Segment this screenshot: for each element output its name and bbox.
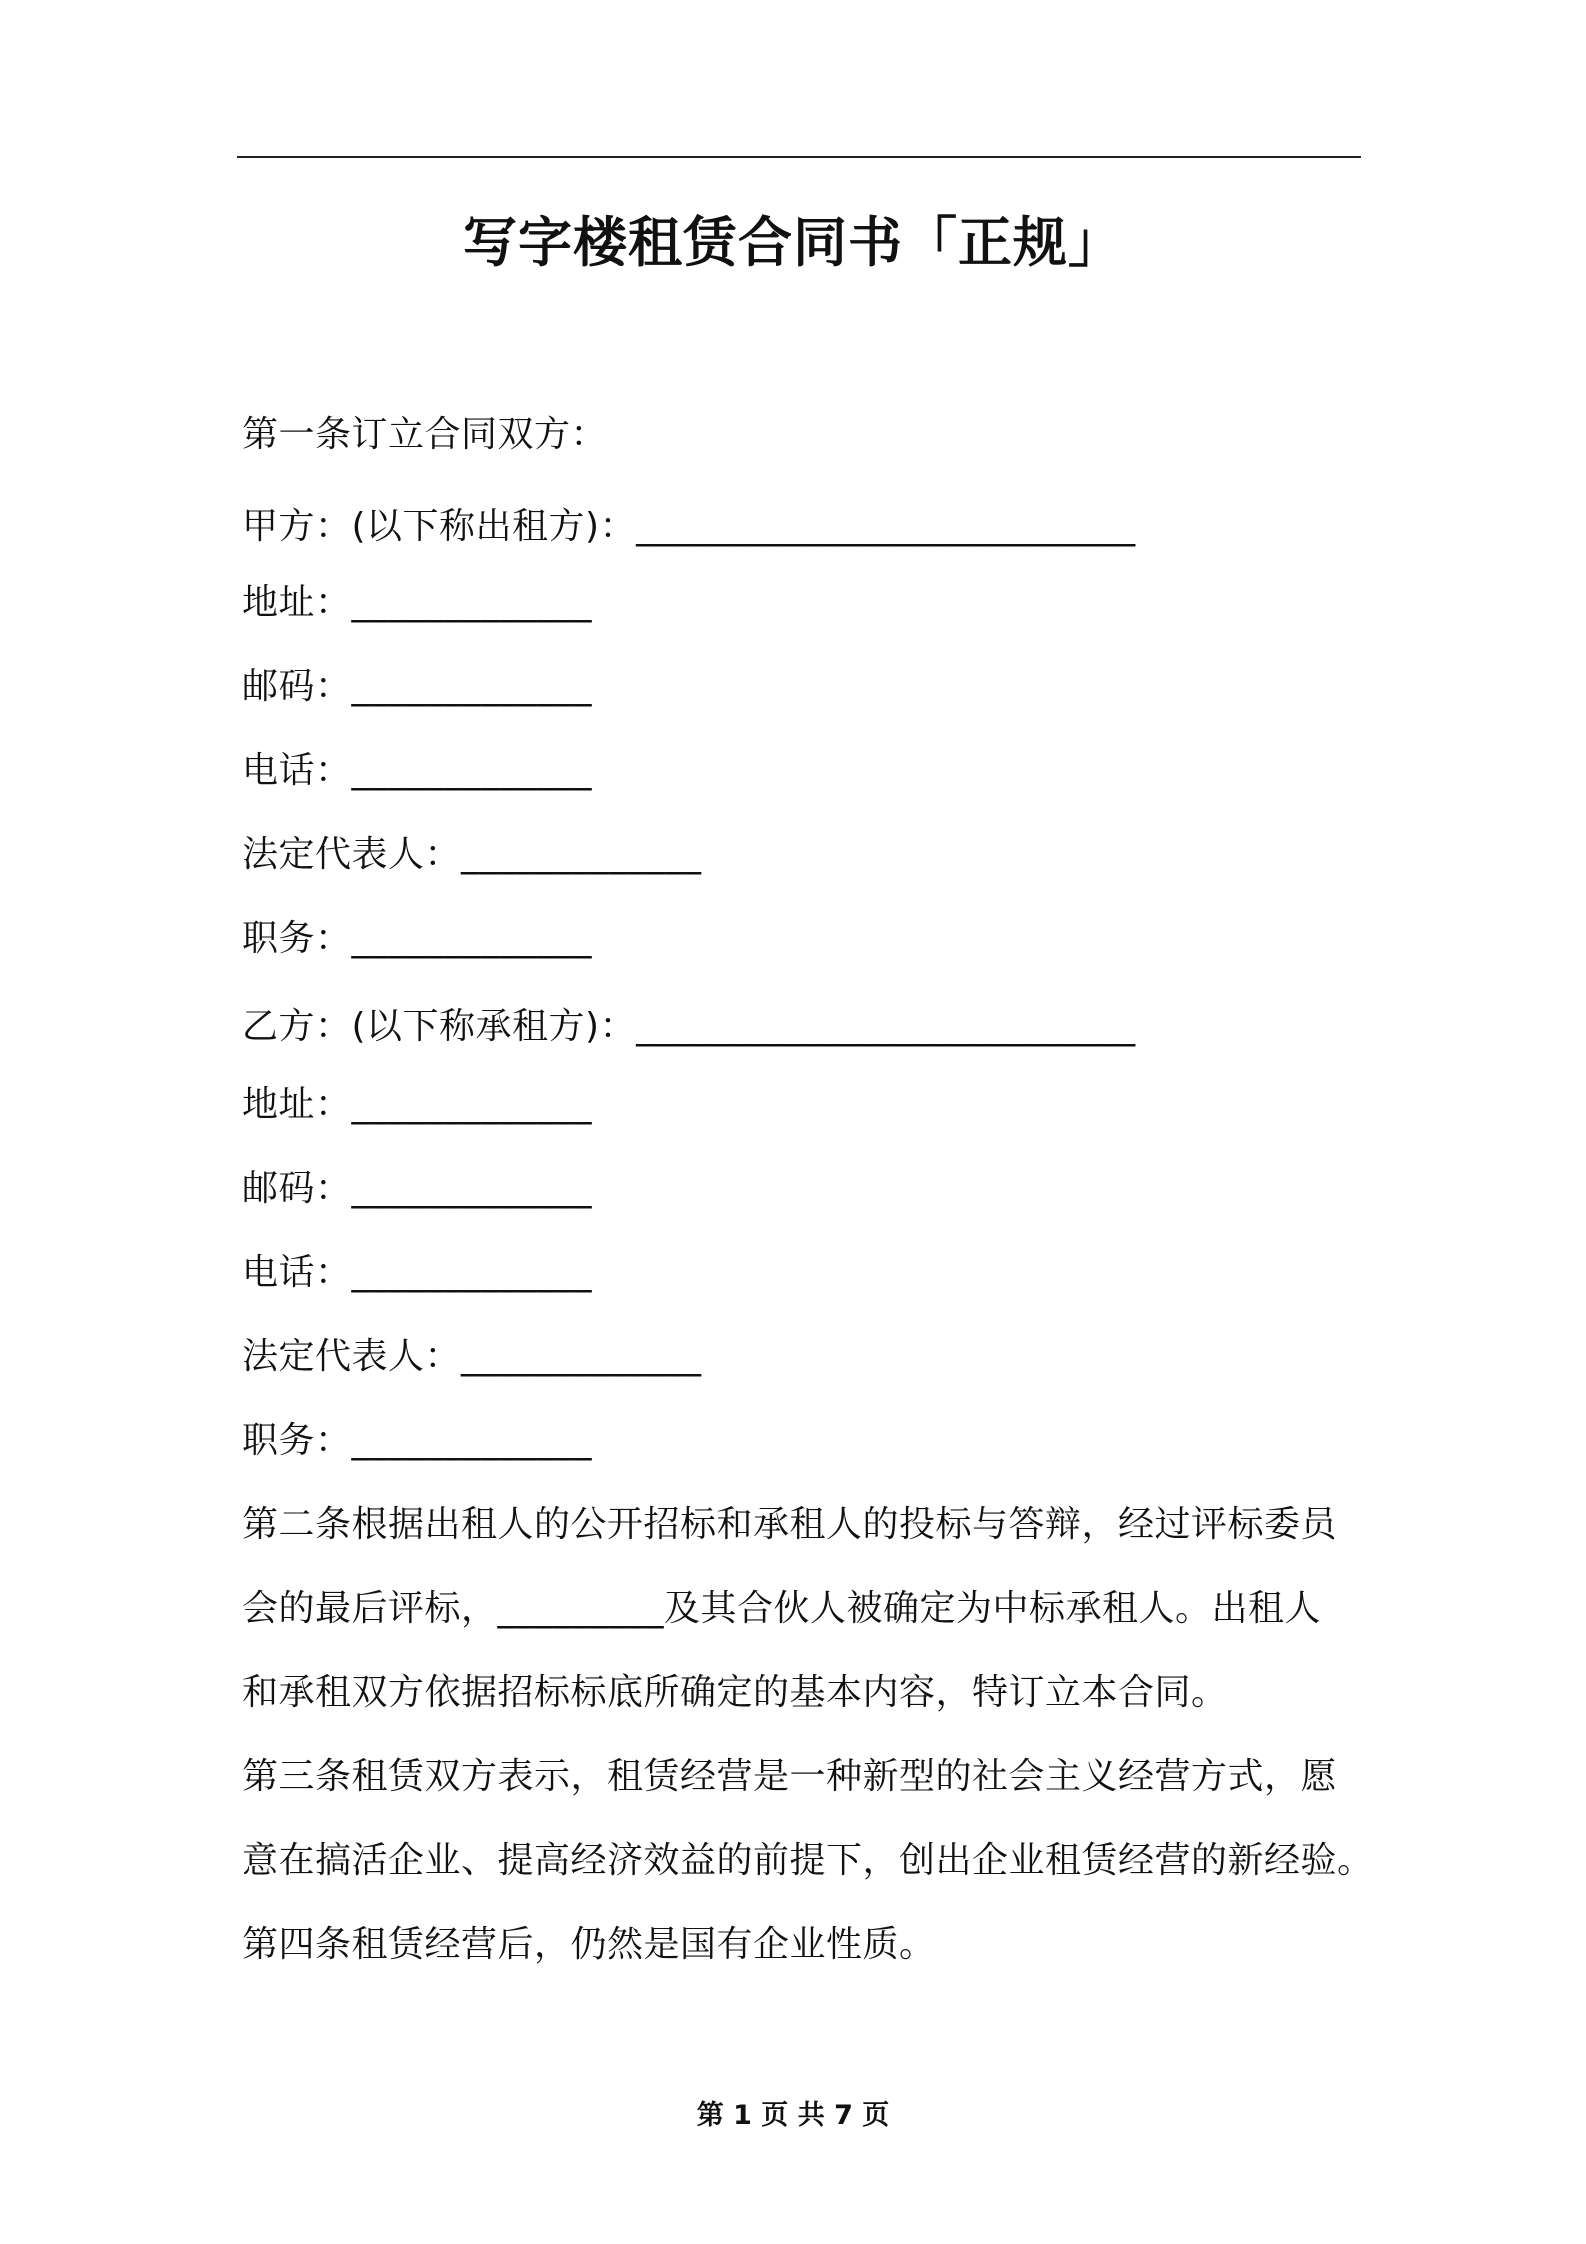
document-title: 写字楼租赁合同书「正规」 [463,211,1123,274]
header-rule [237,156,1361,158]
party-b-position: 职务：_____________ [242,1420,593,1461]
party-a-phone: 电话：_____________ [242,750,593,791]
party-b-address: 地址：_____________ [242,1084,593,1125]
article-1-heading: 第一条订立合同双方： [242,414,608,455]
article-2-line-2: 会的最后评标，_________及其合伙人被确定为中标承租人。出租人 [242,1588,1322,1629]
party-b-legal-rep: 法定代表人：_____________ [242,1336,702,1377]
party-b-postcode: 邮码：_____________ [242,1168,593,1209]
article-3-line-1: 第三条租赁双方表示，租赁经营是一种新型的社会主义经营方式，愿 [242,1756,1338,1797]
party-b-line: 乙方：(以下称承租方)：___________________________ [242,1006,1136,1047]
article-4-line: 第四条租赁经营后，仍然是国有企业性质。 [242,1924,936,1965]
party-a-position: 职务：_____________ [242,918,593,959]
party-a-address: 地址：_____________ [242,582,593,623]
party-a-legal-rep: 法定代表人：_____________ [242,834,702,875]
party-a-line: 甲方：(以下称出租方)：___________________________ [242,506,1136,547]
article-3-line-2: 意在搞活企业、提高经济效益的前提下，创出企业租赁经营的新经验。 [242,1840,1374,1881]
party-a-postcode: 邮码：_____________ [242,666,593,707]
page-number-footer: 第 1 页 共 7 页 [696,2100,890,2131]
article-2-line-1: 第二条根据出租人的公开招标和承租人的投标与答辩，经过评标委员 [242,1504,1338,1545]
article-2-line-3: 和承租双方依据招标标底所确定的基本内容，特订立本合同。 [242,1672,1228,1713]
party-b-phone: 电话：_____________ [242,1252,593,1293]
